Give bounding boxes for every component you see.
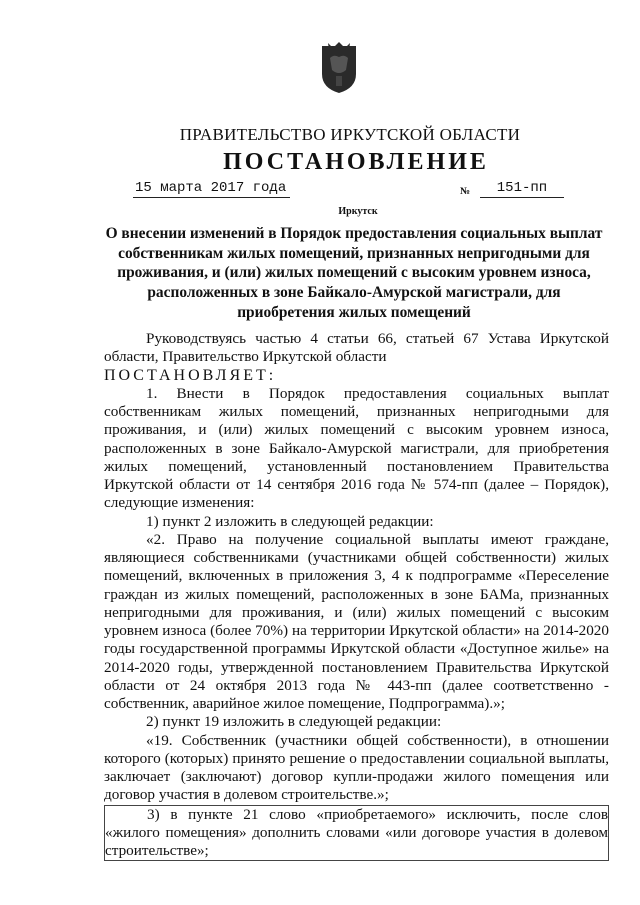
subclause-1-heading: 1) пункт 2 изложить в следующей редакции: [146, 512, 434, 530]
clause-19-text: «19. Собственник (участники общей собственности), в отношении которого (которых) принято решение о предоставлении социальной выплаты, заключает (заключают) договор купли-продажи жилого помещения или договор участия в долевом строительстве.»; [104, 731, 609, 804]
subclause-3-paragraph: 3) в пункте 21 слово «приобретаемого» исключить, после слов «жилого помещения» дополнить словами «или договоре участия в долевом строительстве»; [104, 805, 609, 862]
coat-of-arms-emblem [318, 40, 360, 94]
government-name: ПРАВИТЕЛЬСТВО ИРКУТСКОЙ ОБЛАСТИ [179, 125, 521, 144]
city-name: Иркутск [338, 206, 378, 217]
decree-body [104, 330, 609, 861]
subclause-2-heading: 2) пункт 19 изложить в следующей редакции: [146, 713, 442, 731]
preamble-paragraph: Руководствуясь частью 4 статьи 66, статьей 67 Устава Иркутской области, Правительство Иркутской области [104, 330, 609, 366]
clause-2-text: «2. Право на получение социальной выплаты имеют граждане, являющиеся собственниками (участниками общей собственности) жилых помещений, включенных в приложения 3, 4 к подпрограмме «Переселение граждан из жилых помещений, расположенных в зоне БАМа, признанных непригодными для проживания, и (или) жилых помещений с высоким уровнем износа (более 70%) на территории Иркутской области» на 2014-2020 годы государственной программы Иркутской области «Доступное жилье» на 2014-2020 годы, утвержденной постановлением Правительства Иркутской области от 24 октября 2013 года № 443-пп (далее соответственно - собственник, аварийное жилое помещение, Подпрограмма).»; [104, 530, 609, 712]
resolves-heading: ПОСТАНОВЛЯЕТ: [104, 366, 277, 384]
document-type-heading: ПОСТАНОВЛЕНИЕ [223, 149, 489, 175]
decree-date: 15 марта 2017 года [133, 180, 290, 198]
decree-number: 151-пп [480, 180, 564, 198]
number-sign: № [460, 186, 471, 197]
clause-1-paragraph: 1. Внести в Порядок предоставления социальных выплат собственникам жилых помещений, признанных непригодными для проживания, и (или) жилых помещений с высоким уровнем износа, расположенных в зоне Байкало-Амурской магистрали, для приобретения жилых помещений, установленный постановлением Правительства Иркутской области от 14 сентября 2016 года № 574-пп (далее – Порядок), следующие изменения: [104, 384, 609, 512]
decree-title: О внесении изменений в Порядок предоставления социальных выплат собственникам жилых помещений, признанных непригодными для проживания, и (или) жилых помещений с высоким уровнем износа, расположенных в зоне Байкало-Амурской магистрали, для приобретения жилых помещений [105, 225, 603, 321]
